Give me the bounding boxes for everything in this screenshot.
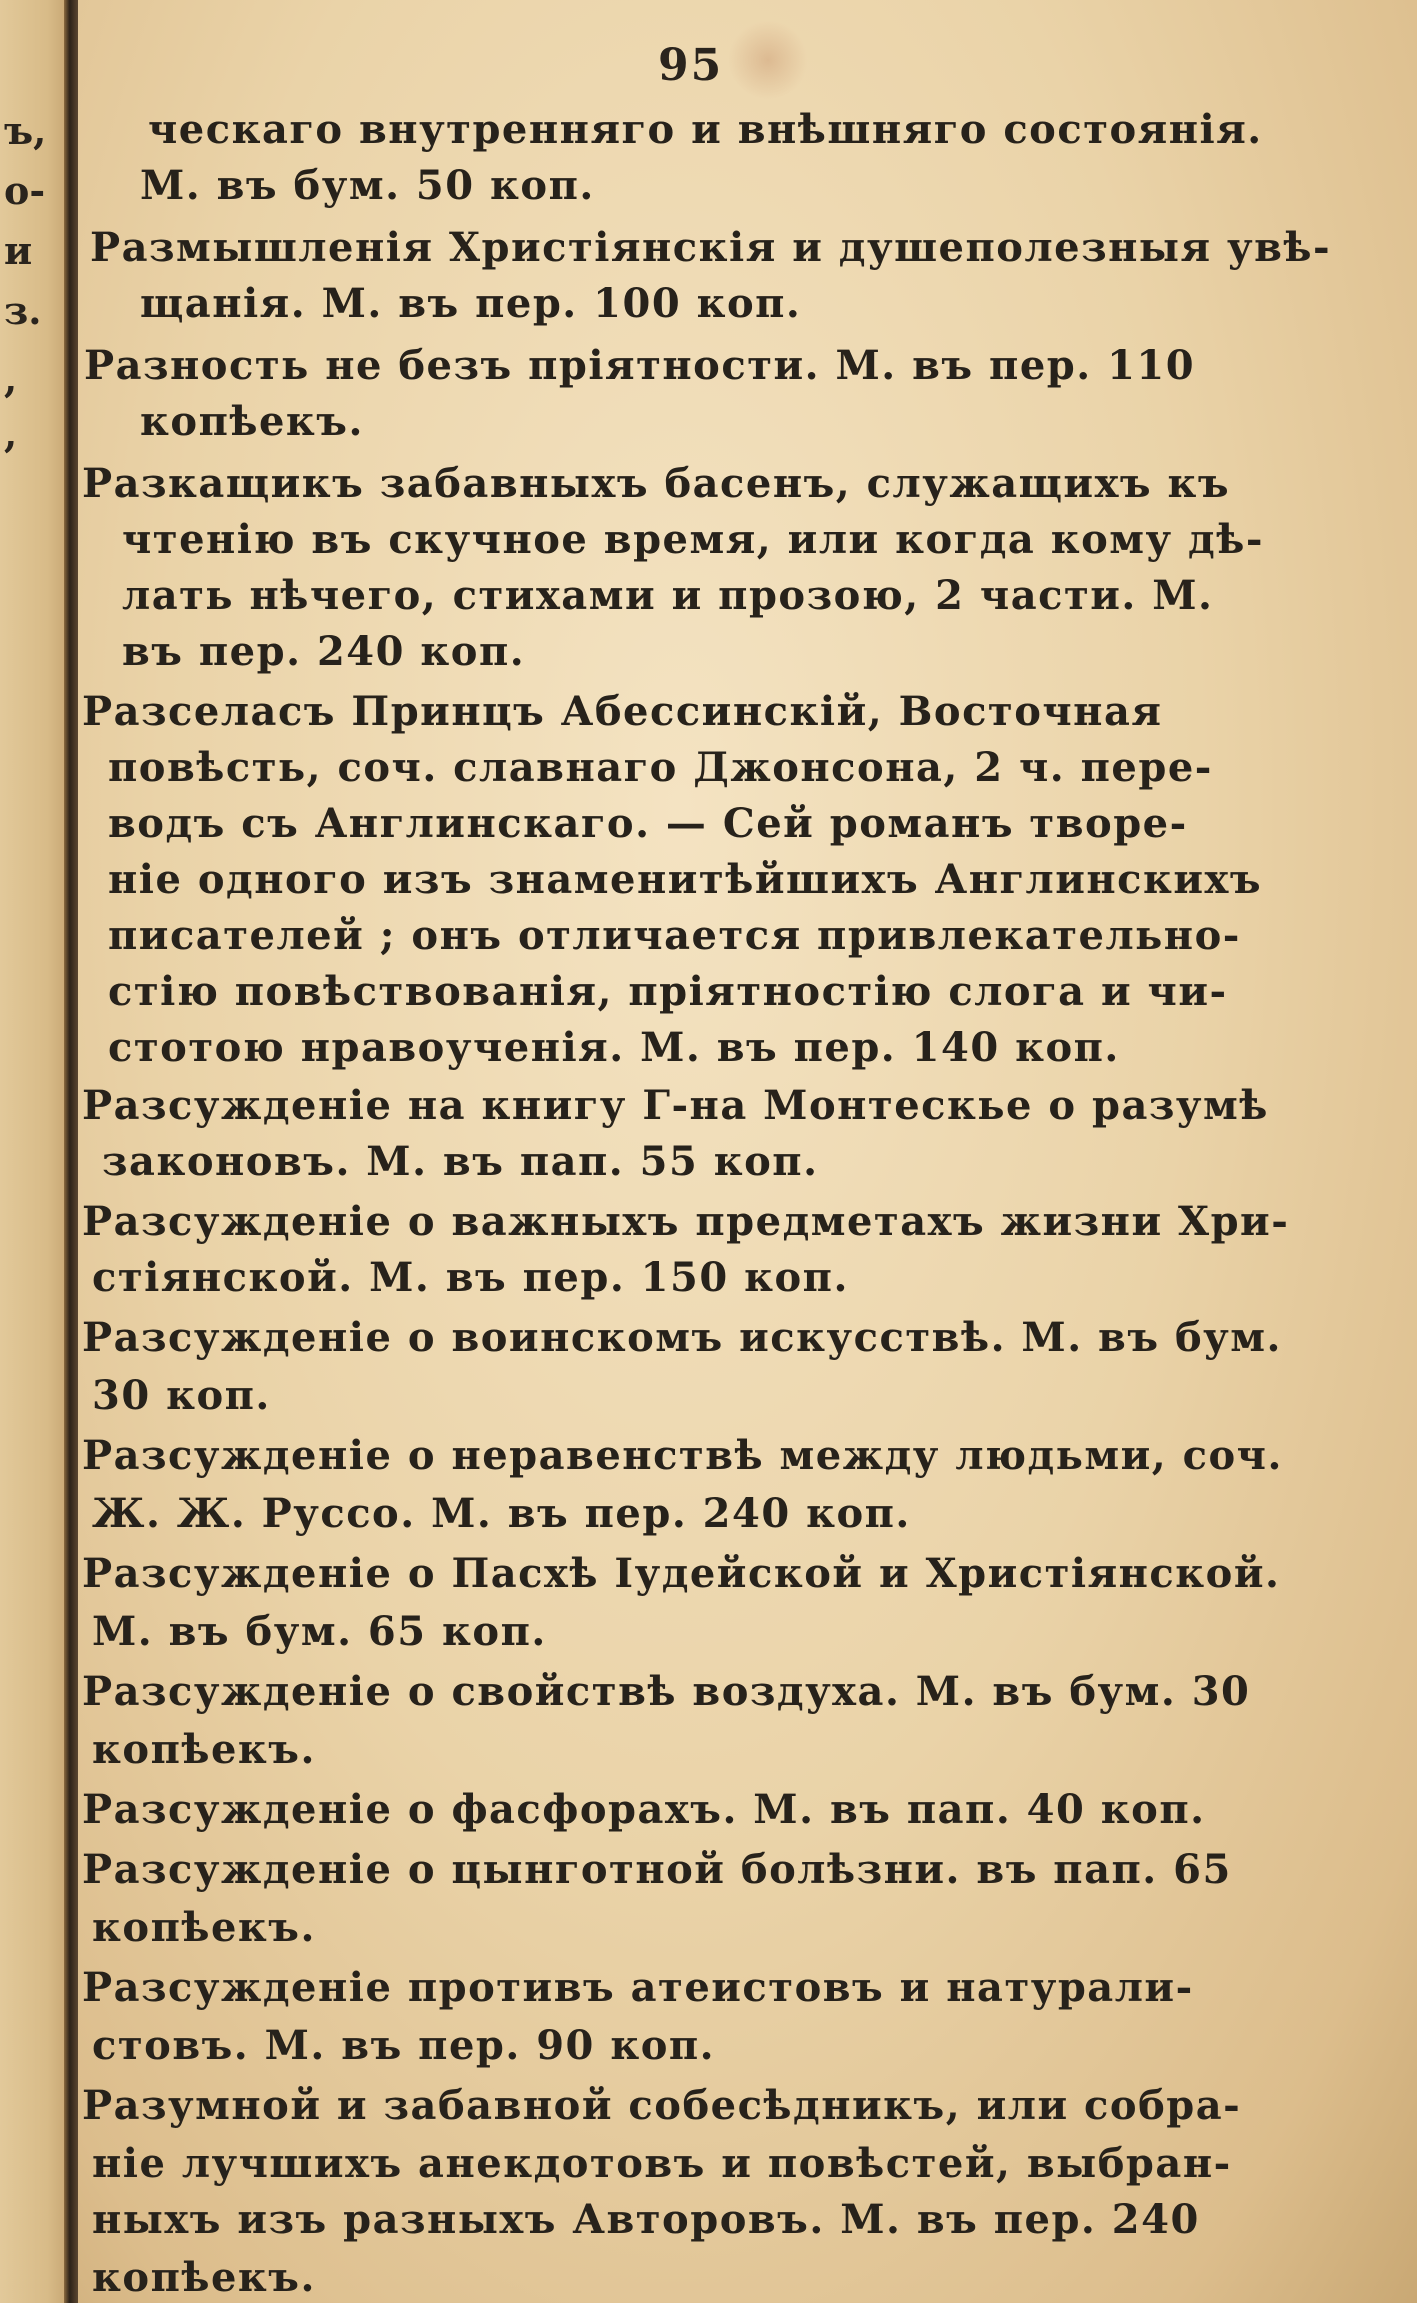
text-line: Разкащикъ забавныхъ басенъ, служащихъ къ — [82, 460, 1231, 507]
text-line: Разсужденіе о свойствѣ воздуха. М. въ бум. 30 — [82, 1668, 1251, 1715]
text-line: щанія. М. въ пер. 100 коп. — [140, 280, 802, 327]
text-line: повѣсть, соч. славнаго Джонсона, 2 ч. пере- — [108, 744, 1213, 791]
text-line: копѣекъ. — [92, 1904, 316, 1951]
text-line: копѣекъ. — [140, 398, 364, 445]
text-line: Разсужденіе о воинскомъ искусствѣ. М. въ бум. — [82, 1314, 1282, 1361]
text-line: Разсужденіе о Пасхѣ Іудейской и Христіянской. — [82, 1550, 1281, 1597]
text-line: стіянской. М. въ пер. 150 коп. — [92, 1254, 849, 1301]
text-line: ніе лучшихъ анекдотовъ и повѣстей, выбран- — [92, 2140, 1232, 2187]
text-line: М. въ бум. 65 коп. — [92, 1608, 547, 1655]
text-line: ныхъ изъ разныхъ Авторовъ. М. въ пер. 240 — [92, 2196, 1200, 2243]
book-page — [78, 0, 1417, 2303]
text-line: писателей ; онъ отличается привлекательно- — [108, 912, 1241, 959]
left-facing-page — [0, 0, 68, 2303]
text-line: Разселасъ Принцъ Абессинскій, Восточная — [82, 688, 1163, 735]
book-gutter — [64, 0, 78, 2303]
text-line: М. въ бум. 50 коп. — [140, 162, 595, 209]
text-line: Разсужденіе о неравенствѣ между людьми, соч. — [82, 1432, 1283, 1479]
text-line: 30 коп. — [92, 1372, 271, 1419]
text-line: чтенію въ скучное время, или когда кому дѣ- — [122, 516, 1264, 563]
text-line: Разсужденіе о важныхъ предметахъ жизни Хри- — [82, 1198, 1290, 1245]
paper-stain — [728, 20, 808, 100]
text-line: Разсужденіе противъ атеистовъ и натурали- — [82, 1964, 1194, 2011]
text-line: Ж. Ж. Руссо. М. въ пер. 240 коп. — [92, 1490, 911, 1537]
text-line: Размышленія Христіянскія и душеполезныя увѣ- — [90, 224, 1332, 271]
text-line: стовъ. М. въ пер. 90 коп. — [92, 2022, 716, 2069]
margin-fragment: и — [4, 228, 33, 273]
text-line: Разсужденіе о фасфорахъ. М. въ пап. 40 коп. — [82, 1786, 1206, 1833]
text-line: ніе одного изъ знаменитѣйшихъ Англинскихъ — [108, 856, 1263, 903]
text-line: копѣекъ. — [92, 1726, 316, 1773]
text-line: ческаго внутренняго и внѣшняго состоянія. — [148, 106, 1263, 153]
margin-fragment: з. — [4, 288, 42, 333]
text-line: Разсужденіе на книгу Г-на Монтескье о разумѣ — [82, 1082, 1269, 1129]
text-line: стію повѣствованія, пріятностію слога и чи- — [108, 968, 1228, 1015]
text-line: лать нѣчего, стихами и прозою, 2 части. М. — [122, 572, 1214, 619]
text-line: Разность не безъ пріятности. М. въ пер. 110 — [84, 342, 1196, 389]
page-number: 95 — [658, 40, 724, 91]
text-line: водъ съ Англинскаго. — Сей романъ творе- — [108, 800, 1188, 847]
margin-fragment: , — [4, 411, 18, 456]
margin-fragment: ъ, — [4, 108, 47, 153]
text-line: законовъ. М. въ пап. 55 коп. — [102, 1138, 819, 1185]
margin-fragment: , — [4, 356, 18, 401]
text-line: въ пер. 240 коп. — [122, 628, 526, 675]
text-line: копѣекъ. — [92, 2254, 316, 2301]
text-line: Разумной и забавной собесѣдникъ, или собра- — [82, 2082, 1242, 2129]
text-line: стотою нравоученія. М. въ пер. 140 коп. — [108, 1024, 1120, 1071]
text-line: Разсужденіе о цынготной болѣзни. въ пап. 65 — [82, 1846, 1232, 1893]
margin-fragment: о- — [4, 168, 46, 213]
